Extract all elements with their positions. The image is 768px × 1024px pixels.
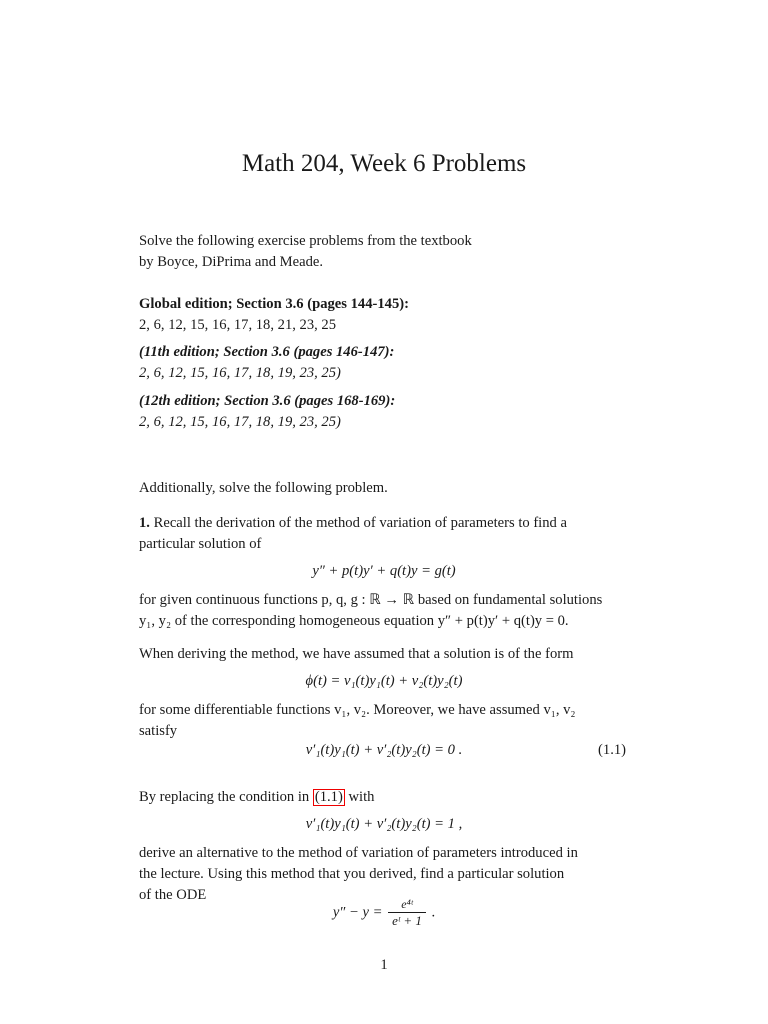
fraction-numerator: e⁴ᵗ bbox=[401, 897, 413, 911]
problem-number: 1. bbox=[139, 515, 150, 531]
given-line-1: for given continuous functions p, q, g : ℝ → ℝ based on fundamental solutions bbox=[139, 592, 603, 608]
differentiable-paragraph bbox=[139, 700, 629, 742]
edition-11th bbox=[139, 342, 629, 384]
given-line-2: y₁, y₂ of the corresponding homogeneous equation y″ + p(t)y′ + q(t)y = 0. bbox=[139, 613, 569, 629]
problem-text-2: particular solution of bbox=[139, 536, 262, 552]
edition-problems: 2, 6, 12, 15, 16, 17, 18, 19, 23, 25) bbox=[139, 414, 341, 430]
diff-line-1: for some differentiable functions v₁, v₂. Moreover, we have assumed v₁, v₂ bbox=[139, 702, 576, 718]
equation-condition: v′₁(t)y₁(t) + v′₂(t)y₂(t) = 0 . bbox=[305, 742, 463, 758]
replace-text-before: By replacing the condition in bbox=[139, 789, 313, 805]
edition-heading: (12th edition; Section 3.6 (pages 168-169): bbox=[139, 393, 396, 409]
derive-line-1: derive an alternative to the method of variation of parameters introduced in bbox=[139, 845, 578, 861]
equation-reference-link[interactable] bbox=[313, 789, 345, 805]
intro-paragraph bbox=[139, 231, 629, 273]
equation-final-lhs: y″ − y = bbox=[332, 904, 387, 921]
equation-phi: ϕ(t) = v₁(t)y₁(t) + v₂(t)y₂(t) bbox=[305, 673, 463, 689]
problem-text-1: Recall the derivation of the method of variation of parameters to find a bbox=[153, 515, 567, 531]
equation-label: (1.1) bbox=[598, 742, 626, 758]
derive-line-2: the lecture. Using this method that you derived, find a particular solution bbox=[139, 866, 565, 882]
intro-line-2: by Boyce, DiPrima and Meade. bbox=[139, 254, 323, 270]
page-title: Math 204, Week 6 Problems bbox=[241, 150, 527, 177]
replace-paragraph bbox=[139, 787, 629, 808]
edition-problems: 2, 6, 12, 15, 16, 17, 18, 19, 23, 25) bbox=[139, 365, 341, 381]
equation-final-fraction bbox=[388, 897, 426, 929]
edition-heading: (11th edition; Section 3.6 (pages 146-147): bbox=[139, 344, 395, 360]
edition-global bbox=[139, 294, 629, 336]
given-paragraph bbox=[139, 590, 629, 632]
equation-final bbox=[0, 897, 768, 929]
diff-line-2: satisfy bbox=[139, 723, 178, 739]
equation-final-end: . bbox=[427, 904, 436, 921]
assume-text: When deriving the method, we have assumed that a solution is of the form bbox=[139, 646, 574, 662]
equation-new-condition: v′₁(t)y₁(t) + v′₂(t)y₂(t) = 1 , bbox=[305, 816, 463, 832]
edition-problems: 2, 6, 12, 15, 16, 17, 18, 21, 23, 25 bbox=[139, 317, 337, 333]
intro-line-1: Solve the following exercise problems from the textbook bbox=[139, 233, 472, 249]
page-number: 1 bbox=[380, 957, 388, 973]
fraction-denominator: eᵗ + 1 bbox=[388, 912, 426, 929]
edition-heading: Global edition; Section 3.6 (pages 144-145): bbox=[139, 296, 409, 312]
equation-ode: y″ + p(t)y′ + q(t)y = g(t) bbox=[312, 563, 456, 579]
problem-statement bbox=[139, 513, 629, 555]
replace-text-after: with bbox=[344, 789, 375, 805]
additional-text: Additionally, solve the following problem. bbox=[139, 480, 388, 496]
edition-12th bbox=[139, 391, 629, 433]
equation-reference-box: (1.1) bbox=[314, 789, 343, 805]
derive-line-3: of the ODE bbox=[139, 887, 207, 903]
